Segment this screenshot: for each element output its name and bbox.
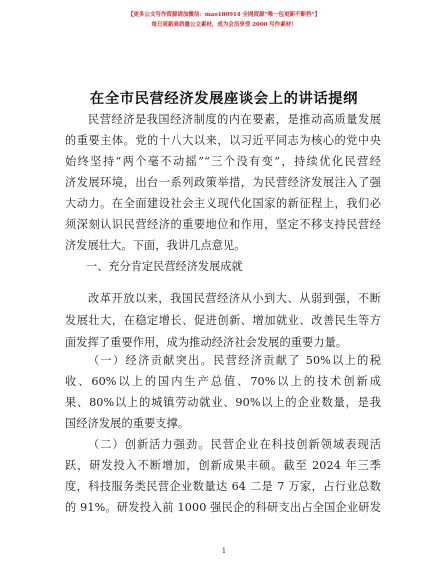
paragraph-line: 果、80%以上的城镇劳动就业、90%以上的企业数量，是我 [65, 396, 381, 409]
paragraph-line: 须深刻认识民营经济的重要地位和作用，坚定不移支持民营经 [65, 218, 381, 231]
paragraph-line: 国经济发展的重要支撑。 [65, 417, 190, 430]
paragraph-line: 大动力。在全面建设社会主义现代化国家的新征程上，我们必 [65, 197, 381, 210]
paragraph-line: （一）经济贡献突出。民营经济贡献了 50%以上的税 [88, 354, 381, 367]
paragraph-line: 的重要主体。党的十八大以来，以习近平同志为核心的党中央 [65, 134, 381, 147]
paragraph-line: 的 91%。研发投入前 1000 强民企的科研支出占全国企业研发 [65, 501, 381, 514]
paragraph-line: 济发展壮大。下面，我讲几点意见。 [65, 239, 246, 252]
paragraph-line: 发展壮大，在稳定增长、促进创新、增加就业、改善民生等方 [65, 314, 381, 327]
promo-banner-line: 【更多公文写作资源请加微信：mao180914 全网资源”唯一包更新不断档”】 [127, 12, 321, 18]
section-heading: 一、充分肯定民营经济发展成就 [86, 260, 243, 273]
promo-banner-line: 每日更新高质量公文素材，成为会员享受 2000 写作素材！ [151, 22, 297, 28]
paragraph-line: 面发挥了重要作用，成为推动经济社会发展的重要力量。 [65, 336, 348, 349]
paragraph-line: （二）创新活力强劲。民营企业在科技创新领域表现活 [88, 438, 381, 451]
paragraph-line: 跃，研发投入不断增加，创新成果丰硕。截至 2024 年三季 [65, 459, 381, 472]
document-title: 在全市民营经济发展座谈会上的讲话提纲 [89, 91, 359, 107]
paragraph-line: 民营经济是我国经济制度的内在要素，是推动高质量发展 [88, 113, 381, 126]
paragraph-line: 始终坚持“两个毫不动摇”“三个没有变”，持续优化民营经 [65, 155, 381, 168]
paragraph-line: 济发展环境，出台一系列政策举措，为民营经济发展注入了强 [65, 176, 381, 189]
paragraph-line: 收、60%以上的国内生产总值、70%以上的技术创新成 [65, 375, 381, 388]
paragraph-line: 度，科技服务类民营企业数量达 64 二是 7 万家，占行业总数 [65, 480, 381, 493]
paragraph-line: 改革开放以来，我国民营经济从小到大、从弱到强，不断 [88, 292, 381, 305]
page-number: 1 [221, 547, 227, 555]
